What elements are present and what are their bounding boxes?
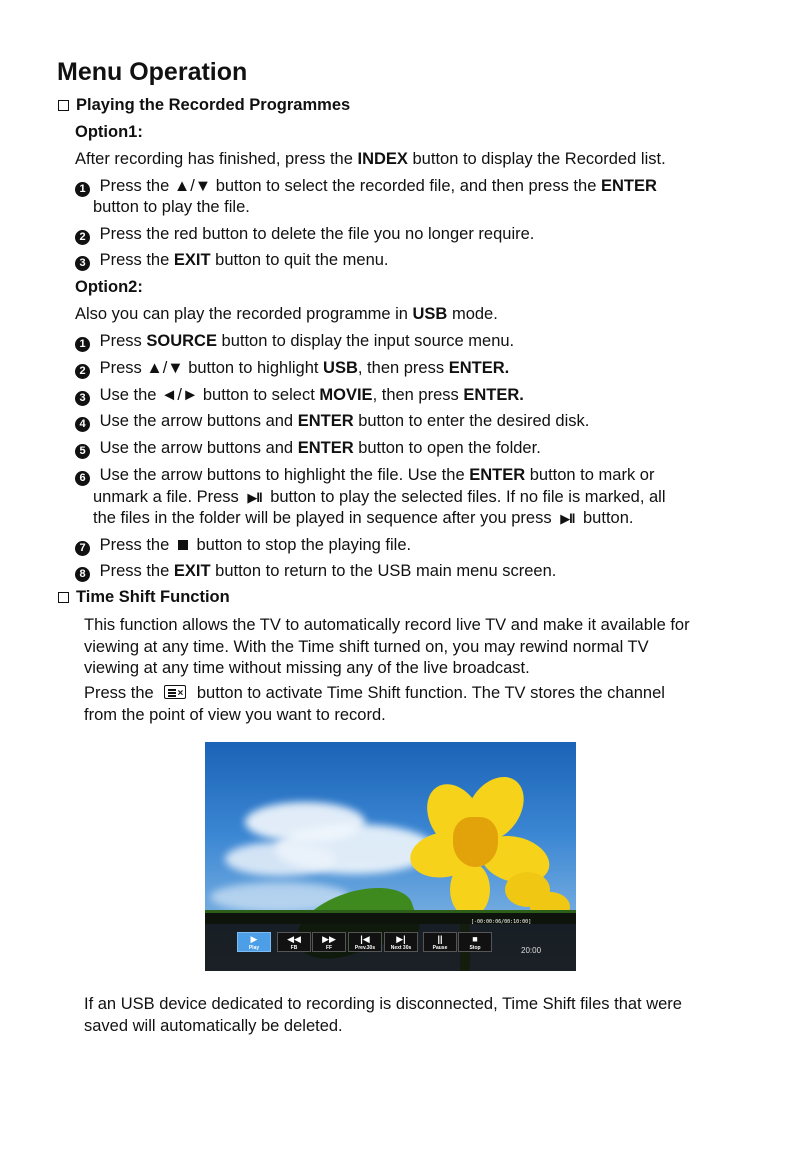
play-pause-icon: ▶ll (560, 511, 575, 526)
checkbox-bullet-icon (58, 100, 69, 111)
osd-play-button[interactable] (237, 932, 271, 952)
option2-step-8: 8 Press the EXIT button to return to the USB main menu screen. (75, 560, 556, 582)
osd-fb-button[interactable] (277, 932, 311, 952)
osd-next30-button[interactable] (384, 932, 418, 952)
osd-prev30-button[interactable] (348, 932, 382, 952)
option2-step-6-line3: the files in the folder will be played in sequence after you press ▶ll button. (93, 507, 633, 530)
pause-icon: || (437, 934, 443, 944)
option2-step-3: 3 Use the ◄/► button to select MOVIE, then press ENTER. (75, 384, 524, 406)
timeshift-para1-line1: This function allows the TV to automatically record live TV and make it available for (84, 616, 690, 634)
footer-note-line2: saved will automatically be deleted. (84, 1017, 343, 1035)
daffodil-trumpet (453, 817, 498, 867)
step-number-icon: 2 (75, 230, 90, 245)
skip-forward-icon: ▶| (396, 934, 406, 944)
step-number-icon: 3 (75, 256, 90, 271)
play-pause-icon: ▶ll (247, 490, 262, 505)
step-number-icon: 4 (75, 417, 90, 432)
step-number-icon: 3 (75, 391, 90, 406)
option1-step-3: 3 Press the EXIT button to quit the menu. (75, 249, 389, 271)
option1-step-1-cont: button to play the file. (93, 198, 250, 216)
cloud (225, 842, 335, 876)
timeshift-osd-bar (205, 913, 576, 971)
timeshift-para1-line3: viewing at any time without missing any of the live broadcast. (84, 659, 530, 677)
fast-forward-icon: ▶▶ (322, 934, 336, 944)
option2-intro: Also you can play the recorded programme in USB mode. (75, 305, 498, 323)
checkbox-bullet-icon (58, 592, 69, 603)
option2-step-2: 2 Press ▲/▼ button to highlight USB, then press ENTER. (75, 357, 509, 379)
page-title: Menu Operation (57, 58, 248, 86)
timeshift-para2-line2: from the point of view you want to record. (84, 706, 386, 724)
option2-step-4: 4 Use the arrow buttons and ENTER button to enter the desired disk. (75, 410, 589, 432)
play-icon: ▶ (250, 934, 258, 944)
step-number-icon: 7 (75, 541, 90, 556)
osd-ff-button[interactable] (312, 932, 346, 952)
footer-note-line1: If an USB device dedicated to recording is disconnected, Time Shift files that were (84, 995, 682, 1013)
option1-step-2: 2 Press the red button to delete the file you no longer require. (75, 223, 534, 245)
option1-label: Option1: (75, 123, 143, 141)
step-number-icon: 6 (75, 471, 90, 486)
timeshift-para2-line1: Press the × button to activate Time Shift function. The TV stores the channel (84, 684, 665, 702)
option2-step-6-line2: unmark a file. Press ▶ll button to play the selected files. If no file is marked, all (93, 486, 666, 509)
step-number-icon: 8 (75, 567, 90, 582)
osd-button-label: Prev.30s (354, 945, 376, 951)
step-number-icon: 2 (75, 364, 90, 379)
option2-step-7: 7 Press the button to stop the playing file. (75, 534, 411, 556)
timeshift-time-range: [-00:00:06/00:10:00] (471, 919, 532, 925)
osd-pause-button[interactable] (423, 932, 457, 952)
step-number-icon: 5 (75, 444, 90, 459)
timeshift-para1-line2: viewing at any time. With the Time shift turned on, you may rewind normal TV (84, 638, 649, 656)
tv-screenshot (205, 742, 576, 971)
option2-step-5: 5 Use the arrow buttons and ENTER button to open the folder. (75, 437, 541, 459)
option1-step-1: 1 Press the ▲/▼ button to select the recorded file, and then press the ENTER (75, 175, 657, 197)
daffodil-petal (450, 862, 490, 917)
osd-button-label: Pause (432, 945, 448, 951)
step-number-icon: 1 (75, 182, 90, 197)
stop-icon (178, 540, 188, 550)
option2-step-6: 6 Use the arrow buttons to highlight the file. Use the ENTER button to mark or (75, 464, 654, 486)
osd-stop-button[interactable] (458, 932, 492, 952)
skip-back-icon: |◀ (360, 934, 370, 944)
osd-button-label: Play (248, 945, 260, 951)
rewind-icon: ◀◀ (287, 934, 301, 944)
option2-step-1: 1 Press SOURCE button to display the input source menu. (75, 330, 514, 352)
osd-button-label: FB (290, 945, 298, 951)
stop-icon: ■ (472, 934, 478, 944)
timeshift-button-icon: × (164, 685, 186, 699)
osd-button-label: FF (325, 945, 333, 951)
osd-button-label: Next 30s (390, 945, 412, 951)
option1-intro: After recording has finished, press the INDEX button to display the Recorded list. (75, 150, 666, 168)
osd-clock: 20:00 (521, 946, 542, 955)
section-heading-playing: Playing the Recorded Programmes (58, 94, 350, 116)
osd-button-label: Stop (469, 945, 481, 951)
option2-label: Option2: (75, 278, 143, 296)
section-heading-timeshift: Time Shift Function (58, 586, 230, 608)
step-number-icon: 1 (75, 337, 90, 352)
